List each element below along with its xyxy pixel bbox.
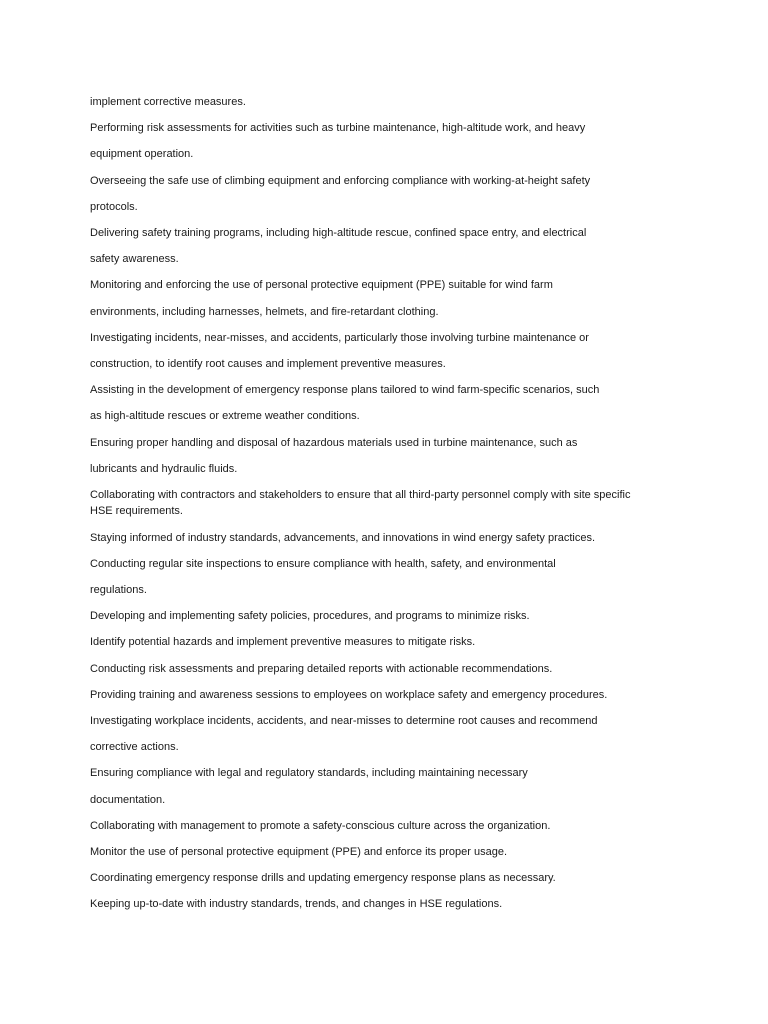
text-line: Investigating incidents, near-misses, and accidents, particularly those involving turbine maintenance or (90, 331, 589, 344)
text-line: protocols. (90, 200, 138, 213)
text-line: corrective actions. (90, 741, 179, 754)
text-line: safety awareness. (90, 253, 179, 266)
text-line: Staying informed of industry standards, advancements, and innovations in wind energy safety practices. (90, 531, 596, 544)
text-line: Ensuring compliance with legal and regulatory standards, including maintaining necessary (90, 767, 528, 780)
text-line: Collaborating with contractors and stakeholders to ensure that all third-party personnel comply with site specific (90, 489, 631, 502)
text-line: Identify potential hazards and implement preventive measures to mitigate risks. (90, 636, 476, 649)
text-line: Overseeing the safe use of climbing equipment and enforcing compliance with working-at-height safety (90, 174, 591, 187)
text-line: as high-altitude rescues or extreme weather conditions. (90, 410, 360, 423)
text-line: Monitor the use of personal protective equipment (PPE) and enforce its proper usage. (90, 846, 508, 859)
text-line: Conducting regular site inspections to ensure compliance with health, safety, and environmental (90, 557, 556, 570)
text-line: Assisting in the development of emergency response plans tailored to wind farm-specific scenarios, such (90, 384, 600, 397)
text-line: lubricants and hydraulic fluids. (90, 462, 238, 475)
text-line: Collaborating with management to promote a safety-conscious culture across the organization. (90, 819, 551, 832)
text-line: Investigating workplace incidents, accidents, and near-misses to determine root causes and recommend (90, 715, 598, 728)
text-line: Conducting risk assessments and preparing detailed reports with actionable recommendations. (90, 662, 553, 675)
text-line: Keeping up-to-date with industry standards, trends, and changes in HSE regulations. (90, 898, 503, 911)
wrapped-paragraph (90, 487, 670, 520)
text-line: regulations. (90, 584, 147, 597)
text-line: Ensuring proper handling and disposal of hazardous materials used in turbine maintenance, such as (90, 436, 578, 449)
text-line: construction, to identify root causes and implement preventive measures. (90, 358, 446, 371)
text-line: Providing training and awareness sessions to employees on workplace safety and emergency procedures. (90, 688, 608, 701)
text-line: documentation. (90, 793, 166, 806)
text-line: Monitoring and enforcing the use of personal protective equipment (PPE) suitable for wind farm (90, 279, 553, 292)
text-line: environments, including harnesses, helmets, and fire-retardant clothing. (90, 305, 439, 318)
text-line: Performing risk assessments for activities such as turbine maintenance, high-altitude work, and heavy (90, 122, 586, 135)
text-line: equipment operation. (90, 148, 194, 161)
text-line: Developing and implementing safety policies, procedures, and programs to minimize risks. (90, 610, 530, 623)
text-line: Delivering safety training programs, including high-altitude rescue, confined space entry, and electrical (90, 227, 587, 240)
text-line: Coordinating emergency response drills and updating emergency response plans as necessary. (90, 872, 556, 885)
text-line: HSE requirements. (90, 505, 183, 518)
text-line: implement corrective measures. (90, 96, 246, 108)
document-page (90, 89, 670, 918)
